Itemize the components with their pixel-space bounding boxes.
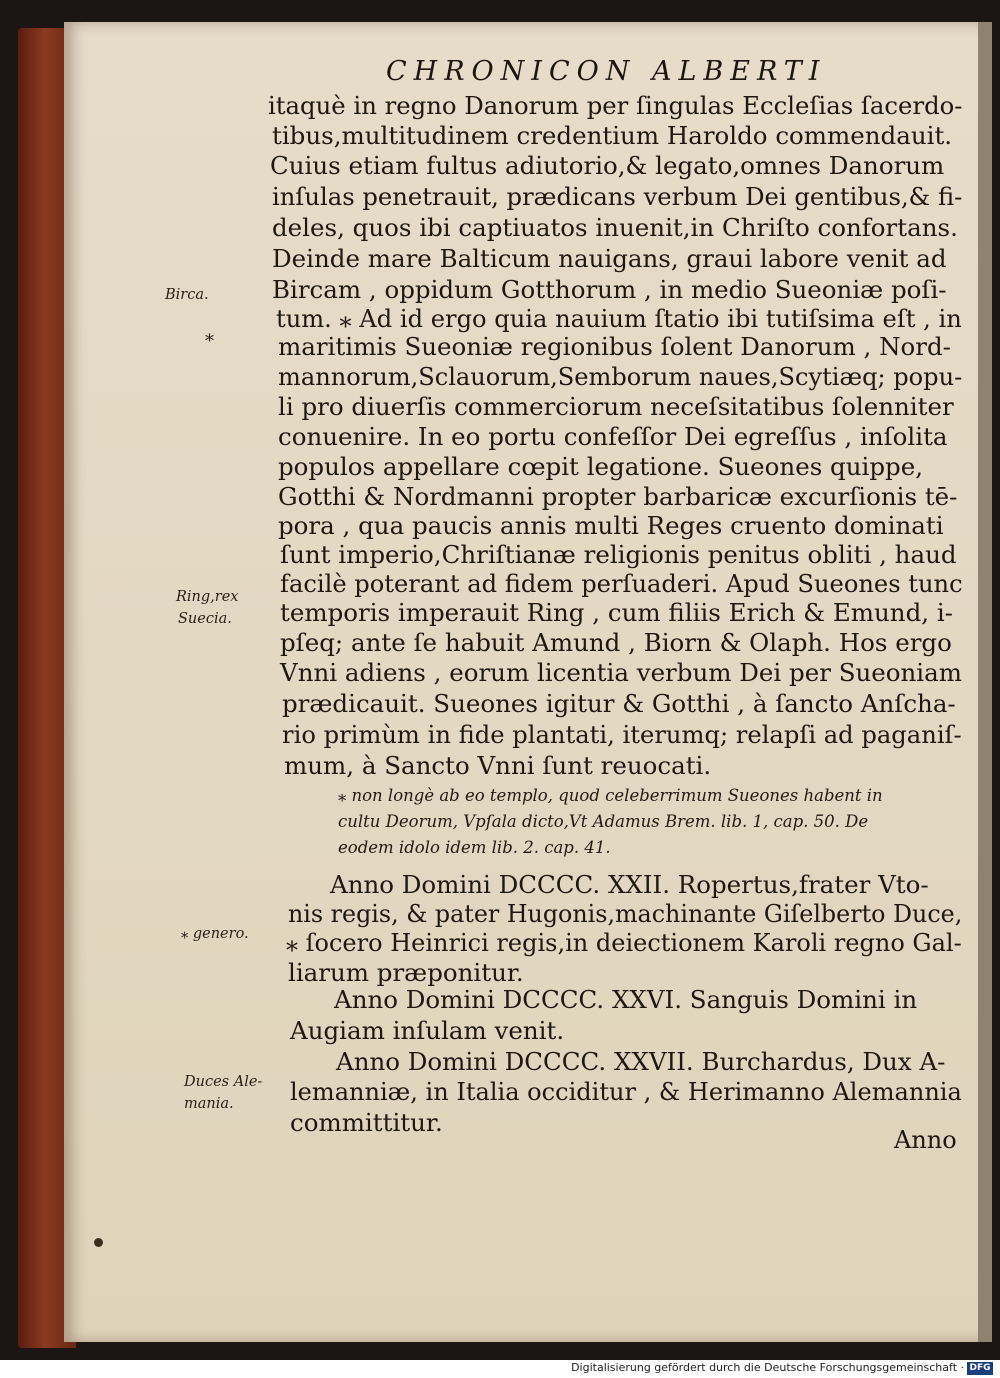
- margin-note-duces: mania.: [184, 1096, 234, 1112]
- body-line: Bircam , oppidum Gotthorum , in medio Sueoniæ poſi-: [272, 275, 947, 304]
- entry-line: Augiam inſulam venit.: [290, 1016, 565, 1045]
- body-line: rio primùm in fide plantati, iterumq; relapſi ad paganiſ-: [282, 720, 962, 749]
- body-line: temporis imperauit Ring , cum filiis Erich & Emund, i-: [280, 598, 953, 627]
- body-line: li pro diuerſis commerciorum neceſsitatibus ſolenniter: [278, 392, 954, 421]
- body-line: pora , qua paucis annis multi Reges cruento dominati: [278, 511, 944, 540]
- margin-note-ring: Ring,rex: [176, 589, 239, 605]
- dfg-logo: DFG: [967, 1362, 993, 1375]
- body-line: prædicauit. Sueones igitur & Gotthi , à ſancto Anſcha-: [282, 689, 956, 718]
- body-line: tibus,multitudinem credentium Haroldo commendauit.: [272, 121, 953, 150]
- body-line: tum. ⁎ Ad id ergo quia nauium ſtatio ibi tutiſsima eſt , in: [276, 304, 962, 333]
- margin-note-duces: Duces Ale-: [184, 1074, 263, 1090]
- body-line: mannorum,Sclauorum,Semborum naues,Scytiæq; popu-: [278, 362, 963, 391]
- running-head: CHRONICON ALBERTI: [386, 56, 827, 87]
- entry-line: nis regis, & pater Hugonis,machinante Giſelberto Duce,: [288, 899, 963, 928]
- entry-line: lemanniæ, in Italia occiditur , & Herimanno Alemannia: [290, 1077, 962, 1106]
- body-line: populos appellare cœpit legatione. Sueones quippe,: [278, 452, 924, 481]
- ink-dot: [94, 1238, 103, 1247]
- footnote-line: ⁎ non longè ab eo templo, quod celeberrimum Sueones habent in: [338, 786, 883, 805]
- body-line: maritimis Sueoniæ regionibus ſolent Danorum , Nord-: [278, 332, 951, 361]
- body-line: pſeq; ante ſe habuit Amund , Biorn & Olaph. Hos ergo: [280, 628, 952, 657]
- body-line: Deinde mare Balticum nauigans, graui labore venit ad: [272, 244, 947, 273]
- entry-line: committitur.: [290, 1108, 443, 1137]
- margin-asterisk: ⁎: [205, 325, 214, 346]
- body-line: Cuius etiam fultus adiutorio,& legato,omnes Danorum: [270, 151, 945, 180]
- body-line: itaquè in regno Danorum per ſingulas Eccleſias ſacerdo-: [268, 91, 963, 120]
- body-line: facilè poterant ad fidem perſuaderi. Apud Sueones tunc: [280, 569, 963, 598]
- page-right-margin-strip: [978, 22, 992, 1342]
- entry-line: Anno Domini DCCCC. XXII. Ropertus,frater Vto-: [330, 870, 929, 899]
- margin-note-birca: Birca.: [165, 287, 209, 303]
- entry-line: ⁎ ſocero Heinrici regis,in deiectionem Karoli regno Gal-: [286, 928, 962, 957]
- body-line: deles, quos ibi captiuatos inuenit,in Chriſto confortans.: [272, 213, 958, 242]
- footnote-line: cultu Deorum, Vpſala dicto,Vt Adamus Brem. lib. 1, cap. 50. De: [338, 812, 869, 831]
- body-line: Vnni adiens , eorum licentia verbum Dei per Sueoniam: [280, 658, 962, 687]
- entry-line: Anno Domini DCCCC. XXVI. Sanguis Domini in: [334, 985, 918, 1014]
- margin-note-genero: ⁎ genero.: [181, 926, 249, 942]
- margin-note-ring: Suecia.: [178, 611, 232, 627]
- catchword: Anno: [894, 1126, 957, 1154]
- body-line: inſulas penetrauit, prædicans verbum Dei gentibus,& fi-: [272, 182, 963, 211]
- body-line: ſunt imperio,Chriſtianæ religionis penitus obliti , haud: [280, 540, 957, 569]
- body-line: conuenire. In eo portu confeſſor Dei egreſſus , inſolita: [278, 422, 948, 451]
- digitization-credit: Digitalisierung gefördert durch die Deutsche Forschungsgemeinschaft ·: [571, 1361, 964, 1374]
- footnote-line: eodem idolo idem lib. 2. cap. 41.: [338, 838, 611, 857]
- entry-line: Anno Domini DCCCC. XXVII. Burchardus, Dux A-: [336, 1047, 946, 1076]
- body-line: Gotthi & Nordmanni propter barbaricæ excurſionis tē-: [278, 482, 958, 511]
- body-line: mum, à Sancto Vnni ſunt reuocati.: [284, 751, 712, 780]
- entry-line: liarum præponitur.: [288, 958, 524, 987]
